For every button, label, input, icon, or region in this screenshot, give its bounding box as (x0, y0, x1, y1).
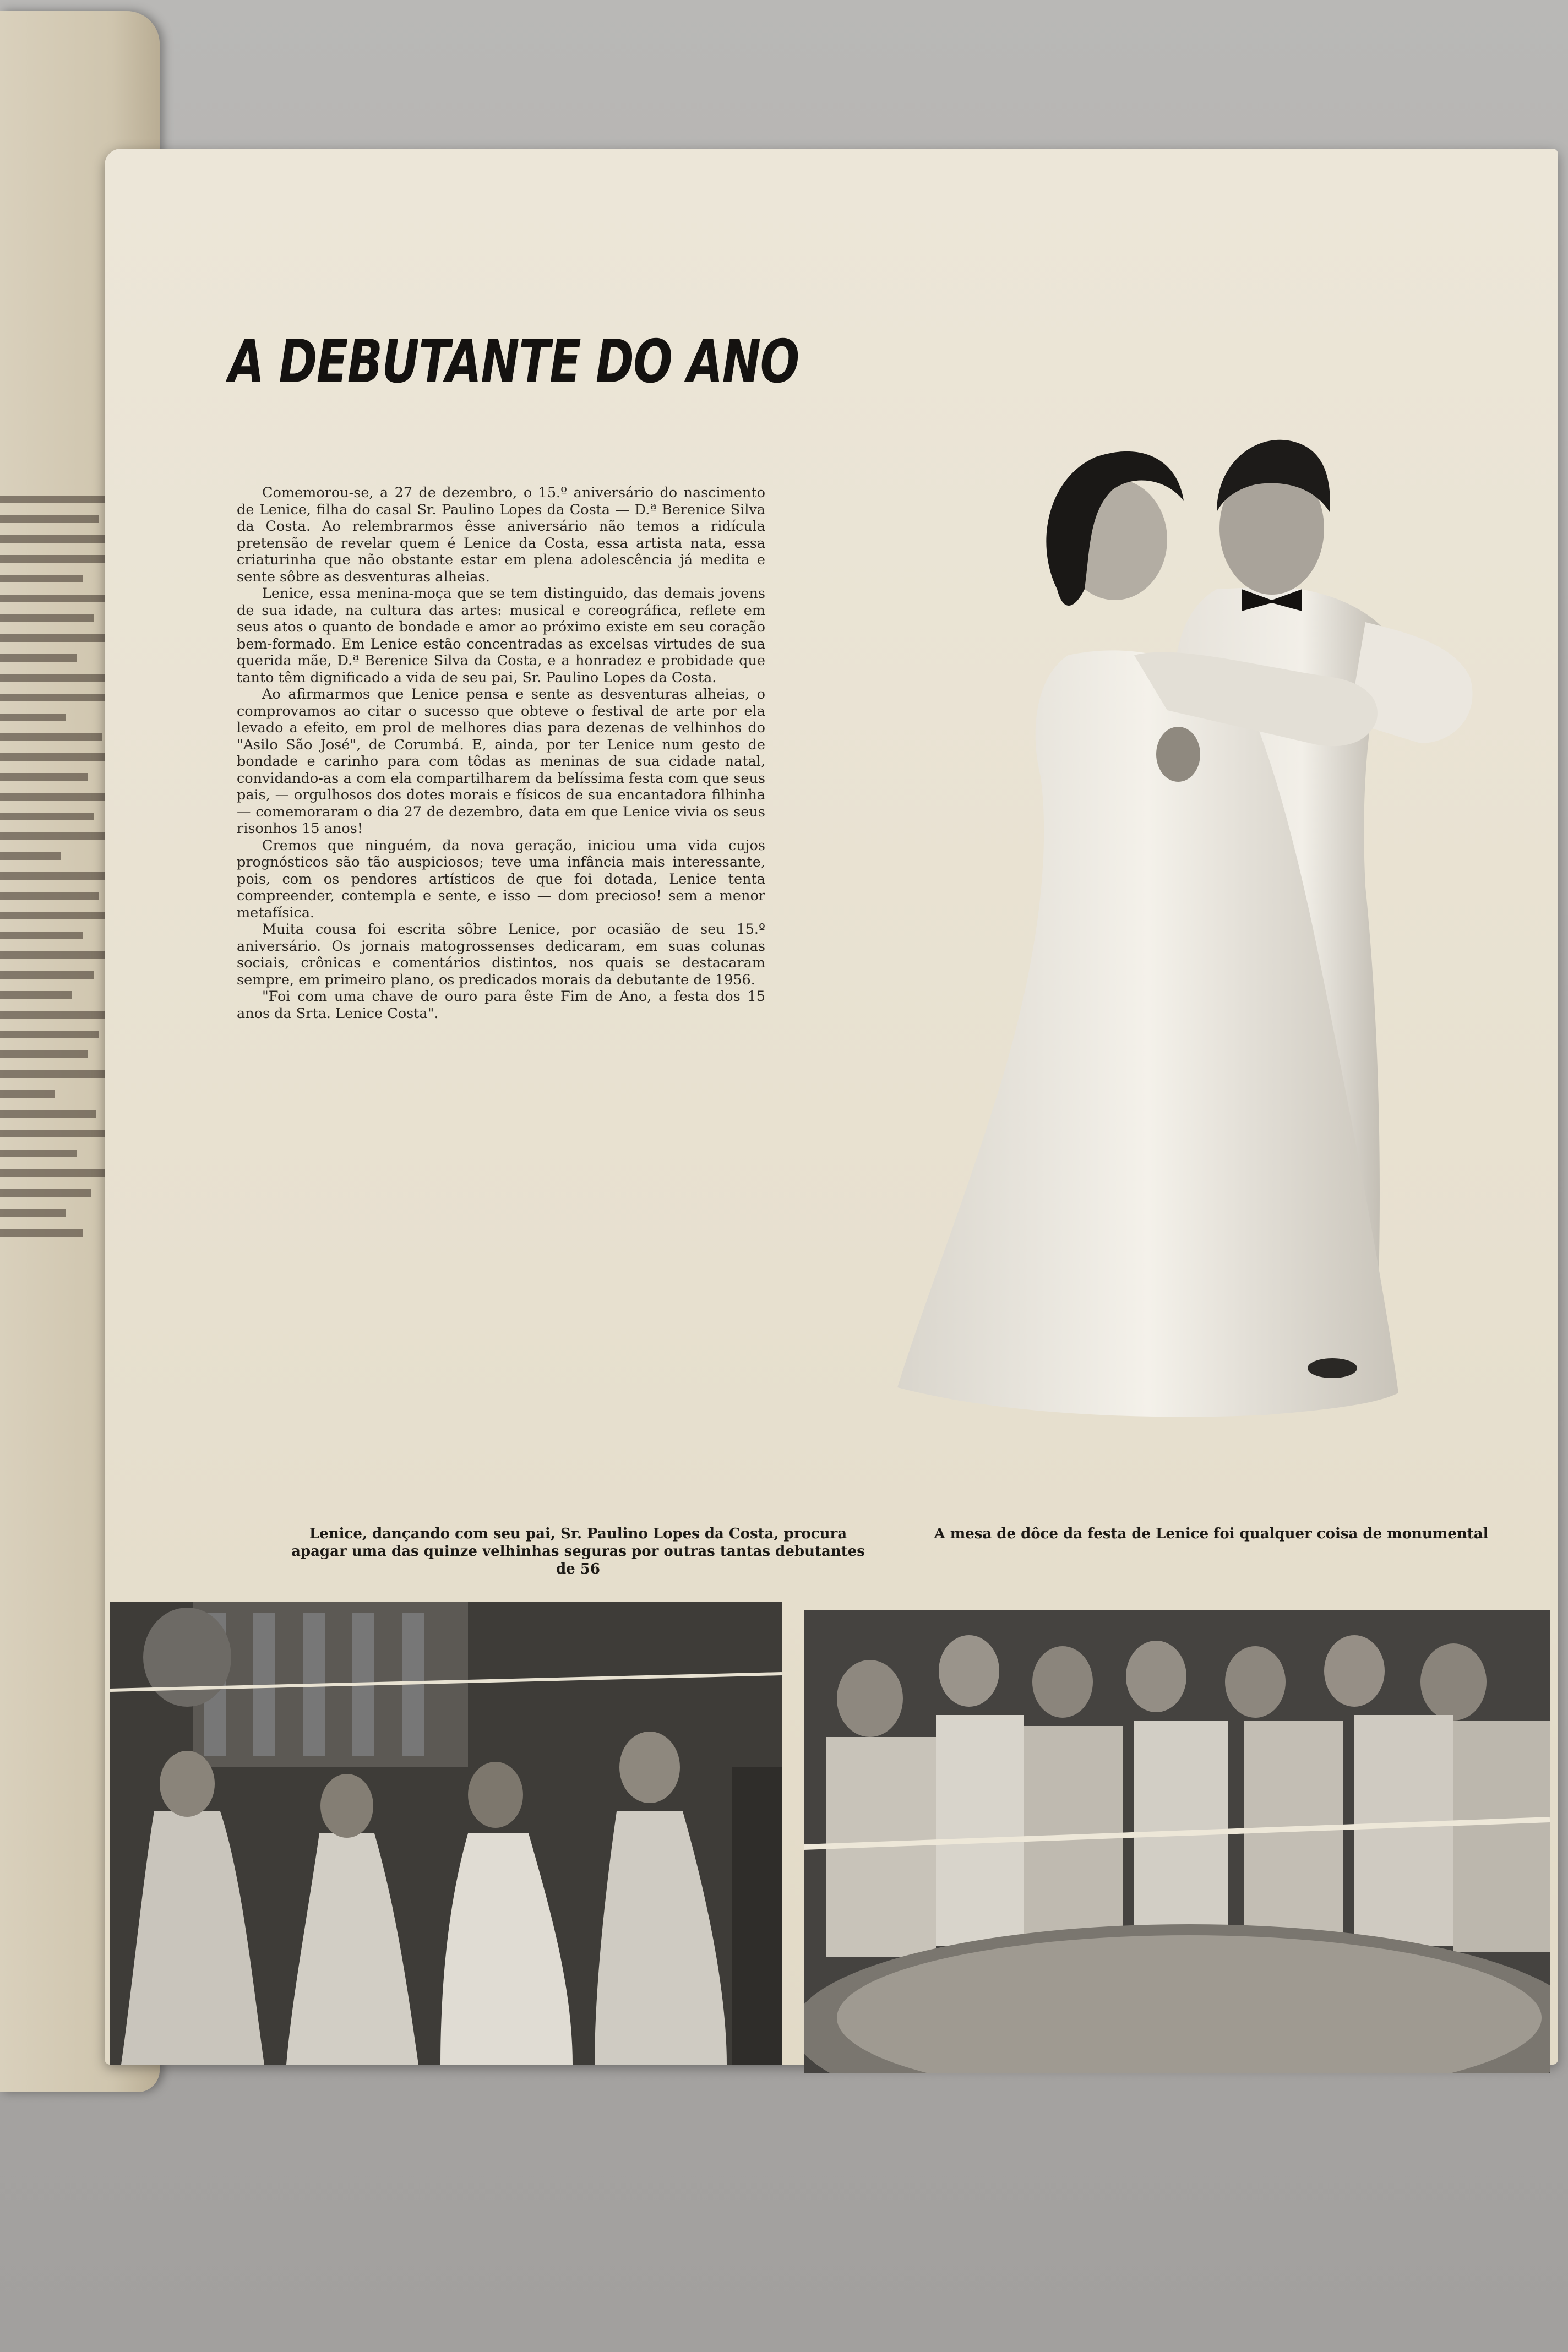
caption-left-photo: Lenice, dançando com seu pai, Sr. Paulino Lopes da Costa, procura apagar uma das quinze velhinhas seguras por outras tantas debutantes de 56 (291, 1526, 865, 1577)
article-paragraph: Ao afirmarmos que Lenice pensa e sente as desventuras alheias, o comprovamos ao citar o sucesso que obteve o festival de arte por ela levado a efeito, em prol de melhores dias para dezenas de velhinhos do "Asilo São José", de Corumbá. E, ainda, por ter Lenice num gesto de bondade e carinho para com tôdas as meninas de sua cidade natal, convidando-as a com ela compartilharem da belíssima festa com que seus pais, — orgulhosos dos dotes morais e físicos de sua encantadora filhinha — comemoraram o dia 27 de dezembro, data em que Lenice vivia os seus risonhos 15 anos! (237, 686, 765, 837)
dancing-couple-photo (837, 281, 1509, 1503)
article-paragraph: Muita cousa foi escrita sôbre Lenice, por ocasião de seu 15.º aniversário. Os jornais matogrossenses dedicaram, em suas colunas sociais, crônicas e comentários distintos, nos quais se destacaram sempre, em primeiro plano, os predicados morais da debutante de 1956. (237, 921, 765, 988)
article-paragraph: Lenice, essa menina-moça que se tem distinguido, das demais jovens de sua idade, na cultura das artes: musical e coreográfica, reflete em seus atos o quanto de bondade e amor ao próximo existe em seu coração bem-formado. Em Lenice estão concentradas as excelsas virtudes de sua querida mãe, D.ª Berenice Silva da Costa, e a honradez e probidade que tanto têm dignificado a vida de seu pai, Sr. Paulino Lopes da Costa. (237, 585, 765, 686)
dessert-table-crowd-photo (804, 1610, 1550, 2073)
article-paragraph: Cremos que ninguém, da nova geração, iniciou uma vida cujos prognósticos são tão auspiciosos; teve uma infância mais interessante, pois, com os pendores artísticos de que foi dotada, Lenice tenta compreender, contempla e sente, e isso — dom precioso! sem a menor metafísica. (237, 837, 765, 921)
magazine-page (105, 149, 1558, 2065)
article-paragraph: "Foi com uma chave de ouro para êste Fim de Ano, a festa dos 15 anos da Srta. Lenice Costa". (237, 988, 765, 1022)
ballroom-candles-photo (110, 1602, 782, 2065)
article-paragraph: Comemorou-se, a 27 de dezembro, o 15.º aniversário do nascimento de Lenice, filha do casal Sr. Paulino Lopes da Costa — D.ª Berenice Silva da Costa. Ao relembrarmos êsse aniversário não temos a ridícula pretensão de revelar quem é Lenice da Costa, essa artista nata, essa criaturinha que não obstante estar em plena adolescência já medita e sente sôbre as desventuras alheias. (237, 484, 765, 585)
page-title: A DEBUTANTE DO ANO (228, 328, 799, 396)
caption-right-photo: A mesa de dôce da festa de Lenice foi qualquer coisa de monumental (934, 1526, 1489, 1542)
article-body (237, 484, 765, 1498)
